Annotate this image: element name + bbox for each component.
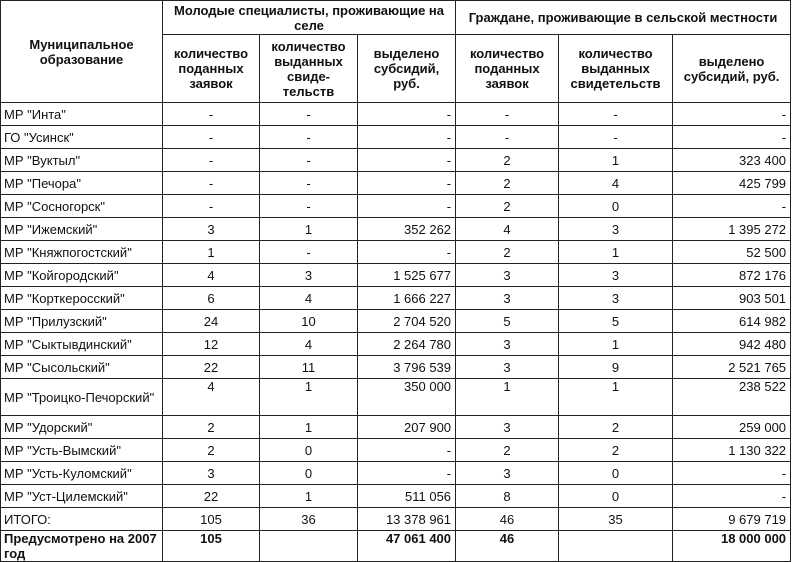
g1-certificates: 4 [260,333,358,356]
header-g1-subsidies: выделено субсидий, руб. [358,35,456,103]
g2-subsidies: 2 521 765 [673,356,791,379]
total-g1-subsidies: 13 378 961 [358,508,456,531]
g1-certificates: - [260,172,358,195]
table-row [1,218,791,241]
g2-subsidies: 614 982 [673,310,791,333]
g1-applications: 2 [163,416,260,439]
g1-applications: 6 [163,287,260,310]
g2-certificates: 0 [559,462,673,485]
g2-subsidies: - [673,103,791,126]
g1-certificates: 1 [260,485,358,508]
municipality-name: МР "Княжпогостский" [1,241,163,264]
g2-subsidies: - [673,195,791,218]
table-row [1,172,791,195]
g1-subsidies: 350 000 [358,379,456,416]
g2-subsidies: 323 400 [673,149,791,172]
g2-certificates: 2 [559,439,673,462]
municipality-name: МР "Вуктыл" [1,149,163,172]
header-municipality: Муниципальное образование [1,1,163,103]
municipality-name: МР "Сыктывдинский" [1,333,163,356]
total-g1-certificates: 36 [260,508,358,531]
g1-applications: 24 [163,310,260,333]
total-label: ИТОГО: [1,508,163,531]
g1-applications: 12 [163,333,260,356]
g1-subsidies: 1 525 677 [358,264,456,287]
g1-applications: 4 [163,264,260,287]
g1-subsidies: - [358,462,456,485]
g2-applications: 1 [456,379,559,416]
g1-subsidies: - [358,195,456,218]
municipality-name: МР "Усть-Вымский" [1,439,163,462]
g1-applications: - [163,172,260,195]
g1-applications: 22 [163,356,260,379]
table-row [1,379,791,416]
g2-subsidies: - [673,462,791,485]
g2-subsidies: 1 395 272 [673,218,791,241]
g2-certificates: 9 [559,356,673,379]
g1-applications: - [163,126,260,149]
g1-applications: 22 [163,485,260,508]
g1-certificates: - [260,126,358,149]
table-row [1,149,791,172]
planned-g2-subsidies: 18 000 000 [673,531,791,562]
g2-certificates: 0 [559,485,673,508]
g1-applications: 3 [163,462,260,485]
table-row [1,462,791,485]
g2-applications: 2 [456,172,559,195]
header-group-rural-citizens: Граждане, проживающие в сельской местности [456,1,791,35]
g2-certificates: 2 [559,416,673,439]
g2-subsidies: 52 500 [673,241,791,264]
g2-applications: 3 [456,416,559,439]
g1-applications: - [163,195,260,218]
g1-certificates: 1 [260,218,358,241]
g1-certificates: 1 [260,416,358,439]
g1-applications: 3 [163,218,260,241]
header-g2-applications: количество поданных заявок [456,35,559,103]
g2-certificates: 4 [559,172,673,195]
g2-subsidies: 942 480 [673,333,791,356]
g2-applications: 3 [456,287,559,310]
g2-subsidies: 259 000 [673,416,791,439]
g1-certificates: 1 [260,379,358,416]
planned-g1-certificates [260,531,358,562]
g2-subsidies: 903 501 [673,287,791,310]
planned-row [1,531,791,562]
g1-applications: 2 [163,439,260,462]
municipality-name: МР "Корткеросский" [1,287,163,310]
g2-certificates: - [559,126,673,149]
table-row [1,241,791,264]
total-g2-certificates: 35 [559,508,673,531]
g2-subsidies: - [673,126,791,149]
g1-certificates: - [260,195,358,218]
planned-label: Предусмотрено на 2007 год [1,531,163,562]
header-row-groups [1,1,791,35]
g2-certificates: 3 [559,287,673,310]
g2-certificates: 1 [559,333,673,356]
g1-certificates: 0 [260,439,358,462]
g2-applications: 8 [456,485,559,508]
g1-certificates: - [260,103,358,126]
table-body [1,103,791,562]
g1-certificates: 0 [260,462,358,485]
g2-certificates: 1 [559,379,673,416]
header-g1-applications: количество поданных заявок [163,35,260,103]
planned-g1-subsidies: 47 061 400 [358,531,456,562]
table-row [1,103,791,126]
g1-subsidies: - [358,172,456,195]
g2-subsidies: 425 799 [673,172,791,195]
g2-certificates: 1 [559,241,673,264]
g2-applications: 3 [456,333,559,356]
g2-certificates: 3 [559,218,673,241]
table-row [1,333,791,356]
total-g2-applications: 46 [456,508,559,531]
g1-subsidies: - [358,241,456,264]
g2-applications: 3 [456,356,559,379]
municipality-name: МР "Ижемский" [1,218,163,241]
g1-applications: - [163,149,260,172]
g2-subsidies: - [673,485,791,508]
g1-subsidies: 207 900 [358,416,456,439]
municipality-name: ГО "Усинск" [1,126,163,149]
g2-certificates: 5 [559,310,673,333]
g1-applications: 1 [163,241,260,264]
g2-applications: 3 [456,264,559,287]
municipality-name: МР "Уст-Цилемский" [1,485,163,508]
g2-applications: 2 [456,439,559,462]
table-row [1,356,791,379]
table-row [1,287,791,310]
header-g1-certificates: количество выданных свиде-тельств [260,35,358,103]
total-g1-applications: 105 [163,508,260,531]
header-g2-subsidies: выделено субсидий, руб. [673,35,791,103]
municipality-name: МР "Удорский" [1,416,163,439]
municipality-name: МР "Троицко-Печорский" [1,379,163,416]
table-row [1,126,791,149]
table-row [1,264,791,287]
g2-applications: 2 [456,195,559,218]
table-row [1,416,791,439]
municipality-name: МР "Сысольский" [1,356,163,379]
g2-applications: 2 [456,149,559,172]
g1-certificates: 10 [260,310,358,333]
g1-applications: 4 [163,379,260,416]
table-row [1,439,791,462]
table-row [1,310,791,333]
g1-certificates: 3 [260,264,358,287]
g1-subsidies: 2 704 520 [358,310,456,333]
municipality-name: МР "Койгородский" [1,264,163,287]
planned-g1-applications: 105 [163,531,260,562]
total-row [1,508,791,531]
planned-g2-applications: 46 [456,531,559,562]
g1-subsidies: 2 264 780 [358,333,456,356]
municipality-name: МР "Печора" [1,172,163,195]
g1-subsidies: - [358,149,456,172]
g1-subsidies: 511 056 [358,485,456,508]
g1-certificates: - [260,149,358,172]
g1-subsidies: 1 666 227 [358,287,456,310]
planned-g2-certificates [559,531,673,562]
municipality-name: МР "Прилузский" [1,310,163,333]
g2-applications: 3 [456,462,559,485]
g2-applications: 2 [456,241,559,264]
g1-certificates: 4 [260,287,358,310]
g1-certificates: - [260,241,358,264]
total-g2-subsidies: 9 679 719 [673,508,791,531]
municipality-name: МР "Сосногорск" [1,195,163,218]
g1-applications: - [163,103,260,126]
table-row [1,485,791,508]
g2-applications: 5 [456,310,559,333]
g1-subsidies: 352 262 [358,218,456,241]
g1-subsidies: - [358,126,456,149]
g2-applications: - [456,126,559,149]
g1-subsidies: 3 796 539 [358,356,456,379]
header-group-young-specialists: Молодые специалисты, проживающие на селе [163,1,456,35]
table-row [1,195,791,218]
g2-applications: - [456,103,559,126]
g1-subsidies: - [358,439,456,462]
g1-certificates: 11 [260,356,358,379]
g2-certificates: 0 [559,195,673,218]
g2-subsidies: 872 176 [673,264,791,287]
g2-certificates: - [559,103,673,126]
g1-subsidies: - [358,103,456,126]
municipality-name: МР "Инта" [1,103,163,126]
g2-subsidies: 1 130 322 [673,439,791,462]
municipality-name: МР "Усть-Куломский" [1,462,163,485]
g2-certificates: 3 [559,264,673,287]
header-g2-certificates: количество выданных свидетельств [559,35,673,103]
g2-certificates: 1 [559,149,673,172]
g2-applications: 4 [456,218,559,241]
g2-subsidies: 238 522 [673,379,791,416]
